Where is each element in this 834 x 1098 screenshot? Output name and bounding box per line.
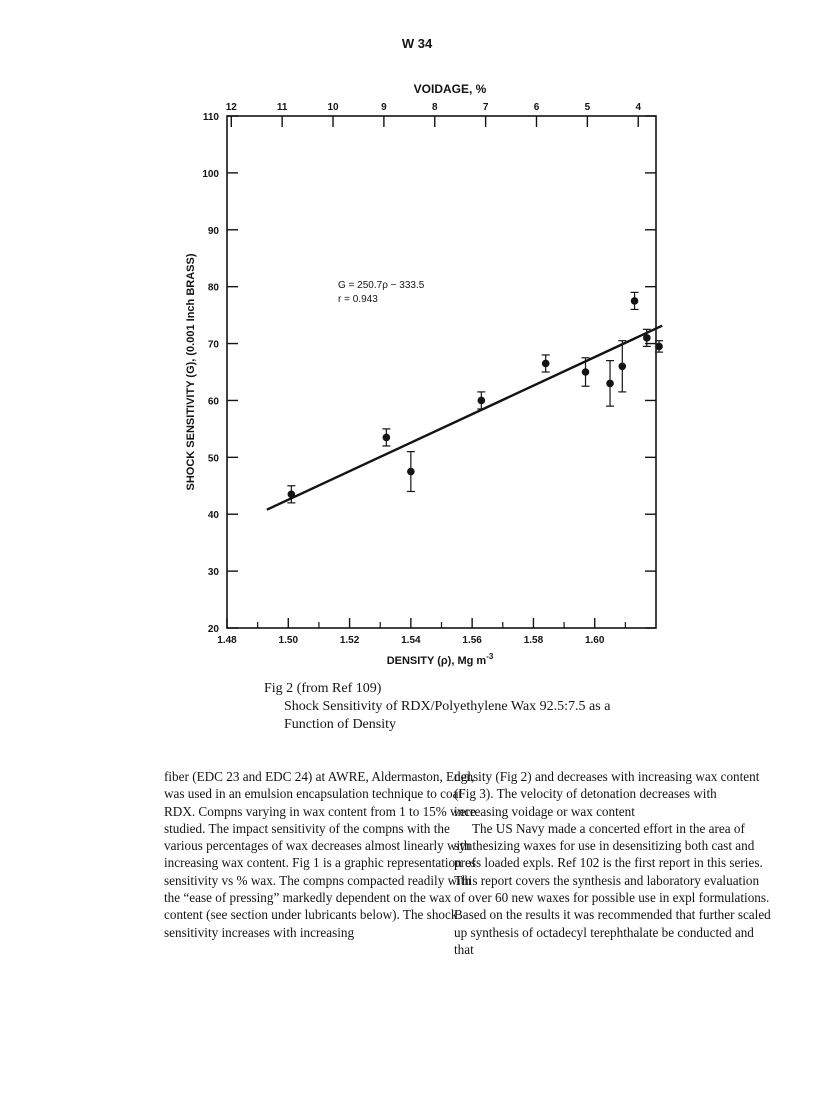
plot-frame	[227, 116, 656, 628]
data-point	[582, 368, 590, 376]
data-point	[288, 491, 296, 499]
top-tick-label: 5	[584, 102, 591, 113]
fit-line	[267, 326, 662, 510]
x-tick-label: 1.48	[217, 635, 237, 646]
data-point	[407, 468, 415, 476]
top-tick-label: 7	[482, 102, 489, 113]
left-column	[164, 768, 482, 941]
y-axis-title: SHOCK SENSITIVITY (G), (0.001 Inch BRASS)	[185, 253, 197, 491]
top-tick-label: 8	[431, 102, 438, 113]
data-point	[655, 343, 663, 351]
data-point	[631, 297, 639, 305]
y-tick-label: 60	[207, 396, 219, 408]
y-tick-label: 40	[207, 510, 219, 522]
data-point	[618, 363, 626, 371]
data-point	[478, 397, 486, 405]
caption-line2: Shock Sensitivity of RDX/Polyethylene Wax 92.5:7.5 as a	[284, 699, 611, 714]
top-tick-label: 9	[381, 102, 387, 113]
data-point	[542, 360, 550, 368]
y-tick-label: 20	[207, 624, 219, 635]
y-tick-label: 50	[207, 453, 219, 465]
right-column	[454, 768, 772, 958]
left-paragraph: fiber (EDC 23 and EDC 24) at AWRE, Aldermaston, Engl, was used in an emulsion encapsulation technique to coat RDX. Compns varying in wax content from 1 to 15% were studied. The impact sensitivity of the compns with the various percentages of wax decreases almost linearly with increasing wax content. Fig 1 is a graphic representation of sensitivity vs % wax. The compns compacted readily with the “ease of pressing” markedly dependent on the wax content (see section under lubricants below). The shock sensitivity increases with increasing	[164, 769, 477, 940]
x-tick-label: 1.52	[339, 635, 360, 646]
caption-line3: Function of Density	[284, 717, 396, 732]
fit-r-value: r = 0.943	[338, 294, 378, 305]
data-point	[606, 380, 614, 388]
y-tick-label: 70	[207, 339, 219, 351]
x-tick-label: 1.56	[462, 635, 482, 646]
right-paragraph-2: The US Navy made a concerted effort in the area of synthesizing waxes for use in desensitizing both cast and press loaded expls. Ref 102 is the first report in this series. This report covers the synthesis and laboratory evaluation of over 60 new waxes for possible use in expl formulations. Based on the results it was recommended that further scaled up synthesis of octadecyl terephthalate be conducted and that	[454, 820, 771, 957]
y-tick-label: 80	[207, 282, 219, 294]
top-tick-label: 11	[276, 102, 288, 113]
y-tick-label: 90	[207, 225, 219, 237]
y-tick-label: 110	[202, 112, 219, 123]
x-axis-title: DENSITY (ρ), Mg $m^{-3}$	[386, 652, 494, 667]
y-tick-label: 100	[202, 168, 219, 180]
right-paragraph-1: density (Fig 2) and decreases with increasing wax content (Fig 3). The velocity of detonation decreases with increasing voidage or wax content	[454, 769, 760, 819]
top-tick-label: 4	[635, 102, 642, 113]
data-point	[383, 434, 391, 442]
fit-equation: G = 250.7ρ − 333.5	[338, 280, 425, 291]
x-tick-label: 1.60	[584, 635, 605, 646]
top-axis-title: VOIDAGE, %	[413, 82, 487, 96]
caption-line1: Fig 2 (from Ref 109)	[264, 681, 382, 696]
x-tick-label: 1.50	[278, 635, 299, 646]
x-tick-label: 1.54	[401, 635, 421, 646]
data-point	[643, 334, 651, 342]
top-tick-label: 12	[225, 102, 237, 113]
x-tick-label: 1.58	[523, 635, 544, 646]
page-header: W 34	[401, 36, 433, 51]
top-tick-label: 6	[533, 102, 540, 113]
top-tick-label: 10	[327, 102, 339, 113]
figure-caption	[264, 680, 684, 734]
y-tick-label: 30	[207, 567, 219, 579]
